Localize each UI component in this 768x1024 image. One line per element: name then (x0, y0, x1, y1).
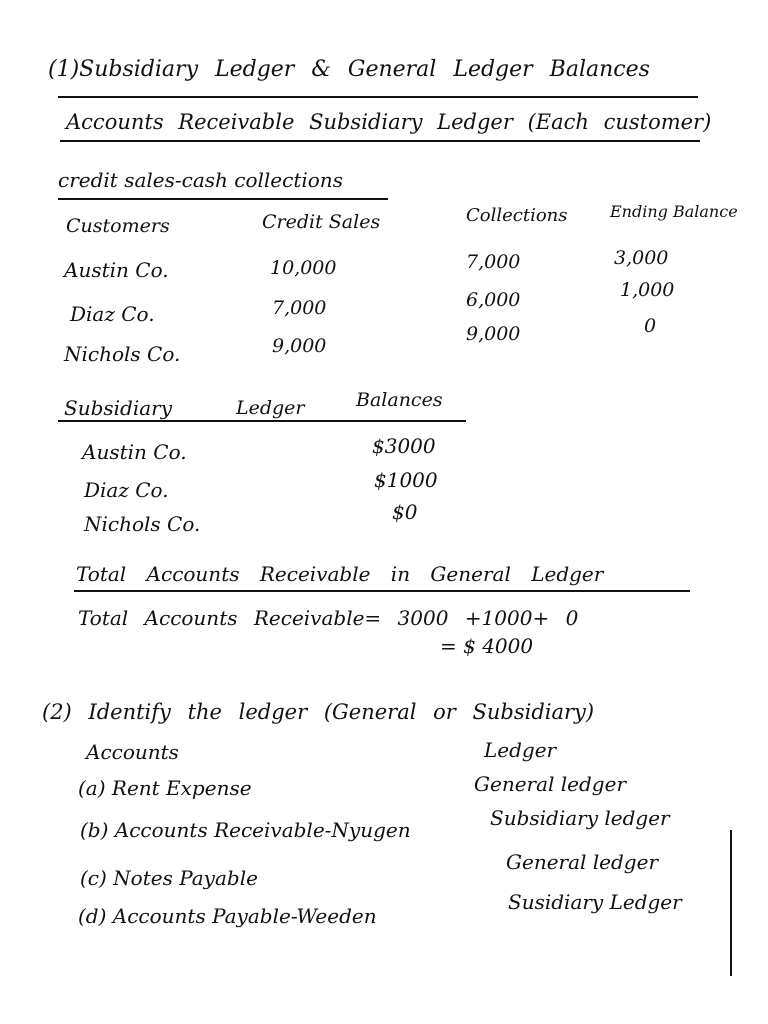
row-collections: 6,000 (466, 289, 521, 311)
subsidiary-balance: $3000 (372, 434, 436, 458)
row-collections: 7,000 (466, 251, 521, 273)
col-accounts: Accounts (86, 740, 179, 764)
total-result: = $ 4000 (440, 634, 534, 658)
header-collections: Collections (466, 205, 568, 226)
row-customer: Nichols Co. (64, 342, 181, 366)
row-credit-sales: 7,000 (272, 297, 327, 319)
subsidiary-title-underline (58, 420, 466, 422)
item-ledger: General ledger (506, 850, 659, 874)
total-title-underline (74, 590, 690, 592)
item-ledger: Susidiary Ledger (508, 890, 682, 914)
row-ending-balance: 1,000 (620, 279, 675, 301)
item-account: (c) Notes Payable (80, 866, 258, 890)
header-credit-sales: Credit Sales (262, 211, 381, 233)
credit-sales-title: credit sales-cash collections (58, 168, 343, 192)
item-account: (b) Accounts Receivable-Nyugen (80, 818, 411, 842)
total-title: Total Accounts Receivable in General Ledger (76, 562, 604, 586)
row-credit-sales: 10,000 (270, 257, 337, 279)
subsidiary-title-a: Subsidiary (64, 396, 173, 420)
heading-underline (58, 96, 698, 98)
header-customers: Customers (66, 215, 170, 237)
subheading-underline (60, 140, 700, 142)
row-customer: Diaz Co. (70, 302, 155, 326)
row-credit-sales: 9,000 (272, 335, 327, 357)
item-ledger: General ledger (474, 772, 627, 796)
part1-subheading: Accounts Receivable Subsidiary Ledger (Each customer) (66, 110, 712, 134)
part1-heading: (1)Subsidiary Ledger & General Ledger Balances (48, 57, 650, 82)
part2-heading: (2) Identify the ledger (General or Subsidiary) (42, 700, 595, 724)
item-account: (a) Rent Expense (78, 776, 252, 800)
row-collections: 9,000 (466, 323, 521, 345)
subsidiary-balance: $0 (392, 500, 418, 524)
row-ending-balance: 3,000 (614, 247, 669, 269)
total-line: Total Accounts Receivable= 3000 +1000+ 0 (78, 606, 579, 630)
row-ending-balance: 0 (644, 315, 657, 337)
subsidiary-customer: Diaz Co. (84, 478, 169, 502)
subsidiary-title-b: Ledger (236, 397, 305, 419)
row-customer: Austin Co. (64, 258, 169, 282)
subsidiary-title-c: Balances (356, 389, 443, 411)
subsidiary-balance: $1000 (374, 468, 438, 492)
item-account: (d) Accounts Payable-Weeden (78, 904, 377, 928)
subsidiary-customer: Austin Co. (82, 440, 187, 464)
col-ledger: Ledger (484, 738, 557, 762)
header-ending-balance: Ending Balance (610, 202, 738, 221)
credit-title-underline (58, 198, 388, 200)
item-ledger: Subsidiary ledger (490, 806, 670, 830)
margin-line (730, 830, 732, 976)
subsidiary-customer: Nichols Co. (84, 512, 201, 536)
